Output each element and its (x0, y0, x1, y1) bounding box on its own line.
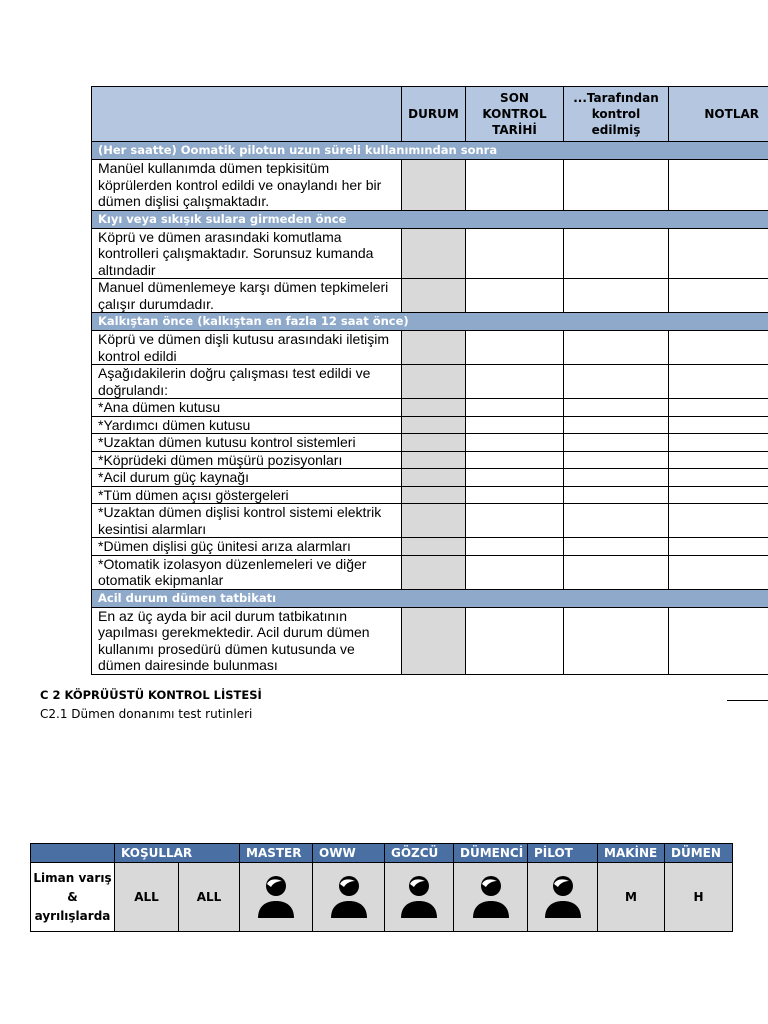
checklist-row (92, 538, 768, 556)
durum-cell[interactable] (402, 331, 466, 365)
notlar-cell[interactable] (669, 504, 768, 538)
tarafindan-cell[interactable] (564, 486, 669, 504)
notlar-cell[interactable] (669, 331, 768, 365)
checklist-item-text: Köprü ve dümen dişli kutusu arasındaki iletişim kontrol edildi (92, 331, 402, 365)
notlar-cell[interactable] (669, 486, 768, 504)
header-tarafindan-line1: ...Tarafından (573, 91, 659, 105)
durum-cell[interactable] (402, 434, 466, 452)
durum-cell[interactable] (402, 555, 466, 589)
section-header-row (92, 589, 768, 607)
tarafindan-cell[interactable] (564, 607, 669, 674)
roles-cond1: ALL (115, 863, 179, 932)
durum-cell[interactable] (402, 469, 466, 487)
notlar-cell[interactable] (669, 538, 768, 556)
header-son-kontrol-line3: TARİHİ (492, 123, 537, 137)
roles-table (30, 843, 733, 932)
tarafindan-cell[interactable] (564, 416, 669, 434)
tarafindan-cell[interactable] (564, 451, 669, 469)
gozcu-person-cell (385, 863, 454, 932)
son-kontrol-cell[interactable] (466, 331, 564, 365)
tarafindan-cell[interactable] (564, 365, 669, 399)
oww-person-cell (313, 863, 385, 932)
checklist-item-text: Aşağıdakilerin doğru çalışması test edildi ve doğrulandı: (92, 365, 402, 399)
section-header-row (92, 313, 768, 331)
section-header: Acil durum dümen tatbikatı (92, 589, 768, 607)
checklist-item-text: *Otomatik izolasyon düzenlemeleri ve diğer otomatik ekipmanlar (92, 555, 402, 589)
son-kontrol-cell[interactable] (466, 504, 564, 538)
durum-cell[interactable] (402, 607, 466, 674)
section-header-row (92, 142, 768, 160)
person-icon (543, 907, 583, 921)
tarafindan-cell[interactable] (564, 228, 669, 279)
son-kontrol-cell[interactable] (466, 365, 564, 399)
section-header: (Her saatte) Oomatik pilotun uzun süreli kullanımından sonra (92, 142, 768, 160)
checklist-item-text: *Tüm dümen açısı göstergeleri (92, 486, 402, 504)
checklist-item-text: Manüel kullanımda dümen tepkisitüm köprülerden kontrol edildi ve onaylandı her bir dümen dişlisi çalışmaktadır. (92, 160, 402, 211)
checklist-row (92, 228, 768, 279)
son-kontrol-cell[interactable] (466, 279, 564, 313)
checklist-item-text: *Uzaktan dümen dişlisi kontrol sistemi elektrik kesintisi alarmları (92, 504, 402, 538)
notlar-cell[interactable] (669, 434, 768, 452)
roles-header-gozcu: GÖZCÜ (385, 844, 454, 863)
notlar-cell[interactable] (669, 228, 768, 279)
checklist-row (92, 504, 768, 538)
son-kontrol-cell[interactable] (466, 469, 564, 487)
tarafindan-cell[interactable] (564, 555, 669, 589)
tarafindan-cell[interactable] (564, 504, 669, 538)
checklist-item-text: *Dümen dişlisi güç ünitesi arıza alarmları (92, 538, 402, 556)
header-son-kontrol (466, 87, 564, 142)
header-notlar: NOTLAR (669, 87, 768, 142)
checklist-row (92, 451, 768, 469)
durum-cell[interactable] (402, 486, 466, 504)
son-kontrol-cell[interactable] (466, 555, 564, 589)
durum-cell[interactable] (402, 399, 466, 417)
roles-header-oww: OWW (313, 844, 385, 863)
section-header: Kıyı veya sıkışık sulara girmeden önce (92, 210, 768, 228)
tarafindan-cell[interactable] (564, 279, 669, 313)
son-kontrol-cell[interactable] (466, 451, 564, 469)
header-tarafindan-line3: edilmiş (591, 123, 641, 137)
header-tarafindan (564, 87, 669, 142)
son-kontrol-cell[interactable] (466, 538, 564, 556)
roles-header-dumenci: DÜMENCİ (454, 844, 528, 863)
checklist-row (92, 365, 768, 399)
son-kontrol-cell[interactable] (466, 399, 564, 417)
notlar-cell[interactable] (669, 555, 768, 589)
tarafindan-cell[interactable] (564, 160, 669, 211)
person-icon (329, 907, 369, 921)
checklist-item-text: *Köprüdeki dümen müşürü pozisyonları (92, 451, 402, 469)
roles-header-pilot: PİLOT (528, 844, 598, 863)
durum-cell[interactable] (402, 504, 466, 538)
durum-cell[interactable] (402, 451, 466, 469)
checklist-item-text: *Uzaktan dümen kutusu kontrol sistemleri (92, 434, 402, 452)
tarafindan-cell[interactable] (564, 469, 669, 487)
divider (727, 700, 768, 701)
person-icon (399, 907, 439, 921)
person-icon (471, 907, 511, 921)
durum-cell[interactable] (402, 160, 466, 211)
checklist-item-text: Manuel dümenlemeye karşı dümen tepkimeleri çalışır durumdadır. (92, 279, 402, 313)
durum-cell[interactable] (402, 279, 466, 313)
roles-header-makine: MAKİNE (598, 844, 665, 863)
notlar-cell[interactable] (669, 469, 768, 487)
son-kontrol-cell[interactable] (466, 486, 564, 504)
durum-cell[interactable] (402, 228, 466, 279)
checklist-item-text: Köprü ve dümen arasındaki komutlama kontrolleri çalışmaktadır. Sorunsuz kumanda altındadir (92, 228, 402, 279)
section-header-row (92, 210, 768, 228)
son-kontrol-cell[interactable] (466, 416, 564, 434)
checklist-row (92, 160, 768, 211)
tarafindan-cell[interactable] (564, 399, 669, 417)
checklist-item-text: En az üç ayda bir acil durum tatbikatının yapılması gerekmektedir. Acil durum dümen kullanımı prosedürü dümen kutusunda ve dümen dairesinde bulunması (92, 607, 402, 674)
dumenci-person-cell (454, 863, 528, 932)
checklist-row (92, 279, 768, 313)
notlar-cell[interactable] (669, 160, 768, 211)
notlar-cell[interactable] (669, 451, 768, 469)
son-kontrol-cell[interactable] (466, 434, 564, 452)
roles-header-kosullar: KOŞULLAR (115, 844, 240, 863)
checklist-item-text: *Acil durum güç kaynağı (92, 469, 402, 487)
notlar-cell[interactable] (669, 399, 768, 417)
person-icon (256, 907, 296, 921)
header-tarafindan-line2: kontrol (591, 107, 641, 121)
checklist-row (92, 331, 768, 365)
checklist-row (92, 399, 768, 417)
header-son-kontrol-line1: SON (500, 91, 529, 105)
checklist-row (92, 434, 768, 452)
son-kontrol-cell[interactable] (466, 607, 564, 674)
roles-dumen-value: H (665, 863, 733, 932)
checklist-row (92, 416, 768, 434)
durum-cell[interactable] (402, 416, 466, 434)
son-kontrol-cell[interactable] (466, 228, 564, 279)
durum-cell[interactable] (402, 538, 466, 556)
pilot-person-cell (528, 863, 598, 932)
roles-header-master: MASTER (240, 844, 313, 863)
header-durum: DURUM (402, 87, 466, 142)
section-title: C 2 KÖPRÜÜSTÜ KONTROL LİSTESİ (40, 688, 262, 702)
roles-cond2: ALL (179, 863, 240, 932)
durum-cell[interactable] (402, 365, 466, 399)
checklist-row (92, 469, 768, 487)
master-person-cell (240, 863, 313, 932)
section-header: Kalkıştan önce (kalkıştan en fazla 12 saat önce) (92, 313, 768, 331)
son-kontrol-cell[interactable] (466, 160, 564, 211)
roles-header-dumen: DÜMEN (665, 844, 733, 863)
header-item (92, 87, 402, 142)
checklist-item-text: *Yardımcı dümen kutusu (92, 416, 402, 434)
notlar-cell[interactable] (669, 365, 768, 399)
checklist-item-text: *Ana dümen kutusu (92, 399, 402, 417)
roles-row-label: Liman varış & ayrılışlarda (31, 863, 115, 932)
notlar-cell[interactable] (669, 279, 768, 313)
checklist-row (92, 486, 768, 504)
tarafindan-cell[interactable] (564, 331, 669, 365)
tarafindan-cell[interactable] (564, 538, 669, 556)
checklist-row (92, 555, 768, 589)
checklist-table (91, 86, 768, 682)
roles-header-blank (31, 844, 115, 863)
roles-makine-value: M (598, 863, 665, 932)
checklist-row (92, 607, 768, 674)
notlar-cell[interactable] (669, 607, 768, 674)
header-son-kontrol-line2: KONTROL (482, 107, 547, 121)
tarafindan-cell[interactable] (564, 434, 669, 452)
section-subtitle: C2.1 Dümen donanımı test rutinleri (40, 707, 253, 721)
notlar-cell[interactable] (669, 416, 768, 434)
